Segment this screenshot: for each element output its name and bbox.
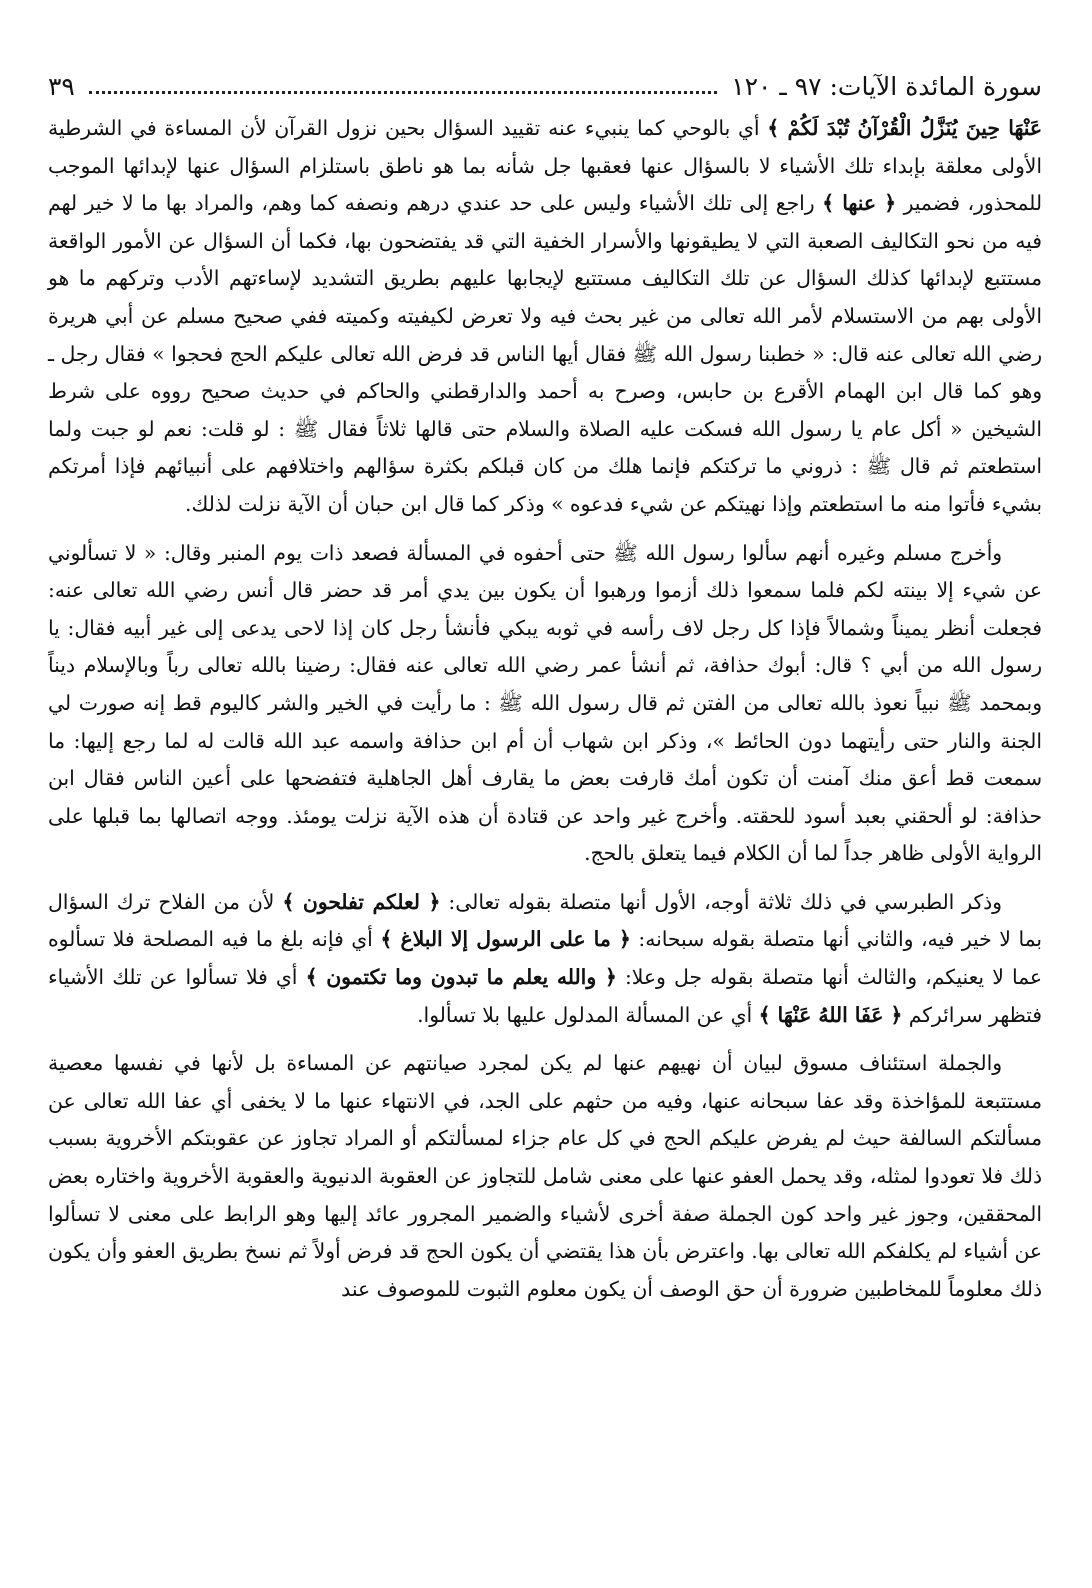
paragraph: [48, 110, 1042, 524]
page-number: ٣٩: [48, 71, 75, 101]
paragraph: [48, 1045, 1042, 1308]
quranic-quote: ﴿ عَفَا اللهُ عَنْهَا ﴾: [758, 1002, 903, 1027]
text-run: أي فلا تسألوا عن تلك الأشياء فتظهر سرائركم: [48, 965, 1042, 1027]
paragraph: [48, 535, 1042, 873]
text-run: وذكر الطبرسي في ذلك ثلاثة أوجه، الأول أنها متصلة بقوله تعالى:: [440, 889, 1002, 914]
text-run: وأخرج مسلم وغيره أنهم سألوا رسول الله ﷺ حتى أحفوه في المسألة فصعد ذات يوم المنبر وقال: « لا تسألوني عن شيء إلا بينته لكم فلما سمعوا ذلك أزموا ورهبوا أن يكون بين يدي أمر قد حضر قال أنس رضي الله تعالى عنه: فجعلت أنظر يميناً وشمالاً فإذا كل رجل لاف رأسه في ثوبه يبكي فأنشأ رجل كان إذا لاحى يدعى إلى غير أبيه فقال: يا رسول الله من أبي ؟ قال: أبوك حذافة، ثم أنشأ عمر رضي الله تعالى عنه فقال: رضينا بالله تعالى رباً وبالإسلام ديناً وبمحمد ﷺ نبياً نعوذ بالله تعالى من الفتن ثم قال رسول الله ﷺ : ما رأيت في الخير والشر كاليوم قط إنه صورت لي الجنة والنار حتى رأيتهما دون الحائط »، وذكر ابن شهاب أن أم ابن حذافة واسمه عبد الله قالت له لما رجع إليها: ما سمعت قط أعق منك آمنت أن تكون أمك قارفت بعض ما يقارف أهل الجاهلية فتفضحها على أعين الناس فقال ابن حذافة: لو ألحقني بعبد أسود للحقته. وأخرج غير واحد عن قتادة أن هذه الآية نزلت يومئذ. ووجه اتصالها بما قبلها على الرواية الأولى ظاهر جداً لما أن الكلام فيما يتعلق بالحج.: [48, 540, 1042, 866]
text-run: أي فإنه بلغ ما فيه المصلحة فلا تسألوه عما لا يعنيكم، والثالث أنها متصلة بقوله جل وعلا:: [48, 927, 1043, 990]
header-title: سورة المائدة الآيات: ٩٧ ـ ١٢٠: [731, 71, 1042, 101]
text-run: أي بالوحي كما ينبيء عنه تقييد السؤال بحين نزول القرآن لأن المساءة في الشرطية الأولى معلقة بإبداء تلك الأشياء لا بالسؤال عنها فعقبها جل شأنه بما هو ناطق باستلزام السؤال عنها لإبدائها الموجب للمحذور، فضمير: [48, 116, 1043, 216]
text-run: لأن من الفلاح ترك السؤال بما لا خير فيه، والثاني أنها متصلة بقوله سبحانه:: [48, 889, 1042, 952]
text-run: أي عن المسألة المدلول عليها بلا تسألوا.: [417, 1002, 759, 1027]
header-dot-leader: [89, 91, 717, 94]
running-header: [48, 66, 1042, 106]
text-run: والجملة استئناف مسوق لبيان أن نهيهم عنها لم يكن لمجرد صيانتهم عن المساءة بل لأنها في نفسها معصية مستتبعة للمؤاخذة وقد عفا سبحانه عنها، وفيه من حثهم على الجد، في الانتهاء عنها ما لا يخفى أي عفا الله تعالى عن مسألتكم السالفة حيث لم يفرض عليكم الحج في كل عام جزاء لمسألتكم أو المراد تجاوز عن عقوبتكم الأخروية بسبب ذلك فلا تعودوا لمثله، وقد يحمل العفو عنها على معنى شامل للتجاوز عن العقوبة الدنيوية والعقوبة الأخروية واختاره بعض المحققين، وجوز غير واحد كون الجملة صفة أخرى لأشياء والضمير المجرور عائد إليها وهو الرابط على معنى لا تسألوا عن أشياء لم يكلفكم الله تعالى بها. واعترض بأن هذا يقتضي أن يكون الحج قد فرض أولاً ثم نسخ بطريق العفو وأن يكون ذلك معلوماً للمخاطبين ضرورة أن حق الوصف أن يكون معلوم الثبوت للموصوف عند: [48, 1051, 1042, 1301]
quranic-quote: عَنْهَا حِينَ يُنَزَّلُ الْقُرْآنُ تُبْدَ لَكُمْ ﴾: [767, 116, 1042, 140]
quranic-quote: ﴿ ما على الرسول إلا البلاغ ﴾: [380, 927, 631, 952]
quranic-quote: ﴿ عنها ﴾: [822, 191, 897, 216]
text-run: راجع إلى تلك الأشياء وليس على حد عندي درهم ونصفه كما وهم، والمراد بها ما لا خير لهم فيه من نحو التكاليف الصعبة التي لا يطيقونها والأسرار الخفية التي قد يفتضحون بها، فكما أن السؤال عن الأمور الواقعة مستتبع لإبدائها كذلك السؤال عن تلك التكاليف مستتبع لإيجابها عليهم بطريق التشديد لإساءتهم الأدب وتركهم ما هو الأولى بهم من الاستسلام لأمر الله تعالى من غير بحث فيه ولا تعرض لكيفيته وكميته ففي صحيح مسلم عن أبي هريرة رضي الله تعالى عنه قال: « خطبنا رسول الله ﷺ فقال أيها الناس قد فرض الله تعالى عليكم الحج فحجوا » فقال رجل ـ وهو كما قال ابن الهمام الأقرع بن حابس، وصرح به أحمد والدارقطني والحاكم في حديث صحيح رووه على شرط الشيخين « أكل عام يا رسول الله فسكت عليه الصلاة والسلام حتى قالها ثلاثاً فقال ﷺ : لو قلت: نعم لو جبت ولما استطعتم ثم قال ﷺ : ذروني ما تركتكم فإنما هلك من كان قبلكم بكثرة سؤالهم واختلافهم على أنبيائهم فإذا أمرتكم بشيء فأتوا منه ما استطعتم وإذا نهيتكم عن شيء فدعوه » وذكر كما قال ابن حبان أن الآية نزلت لذلك.: [48, 191, 1042, 516]
quranic-quote: ﴿ والله يعلم ما تبدون وما تكتمون ﴾: [305, 965, 617, 990]
paragraph: [48, 884, 1042, 1034]
quranic-quote: ﴿ لعلكم تفلحون ﴾: [282, 889, 441, 914]
body-text: [48, 110, 1042, 1319]
